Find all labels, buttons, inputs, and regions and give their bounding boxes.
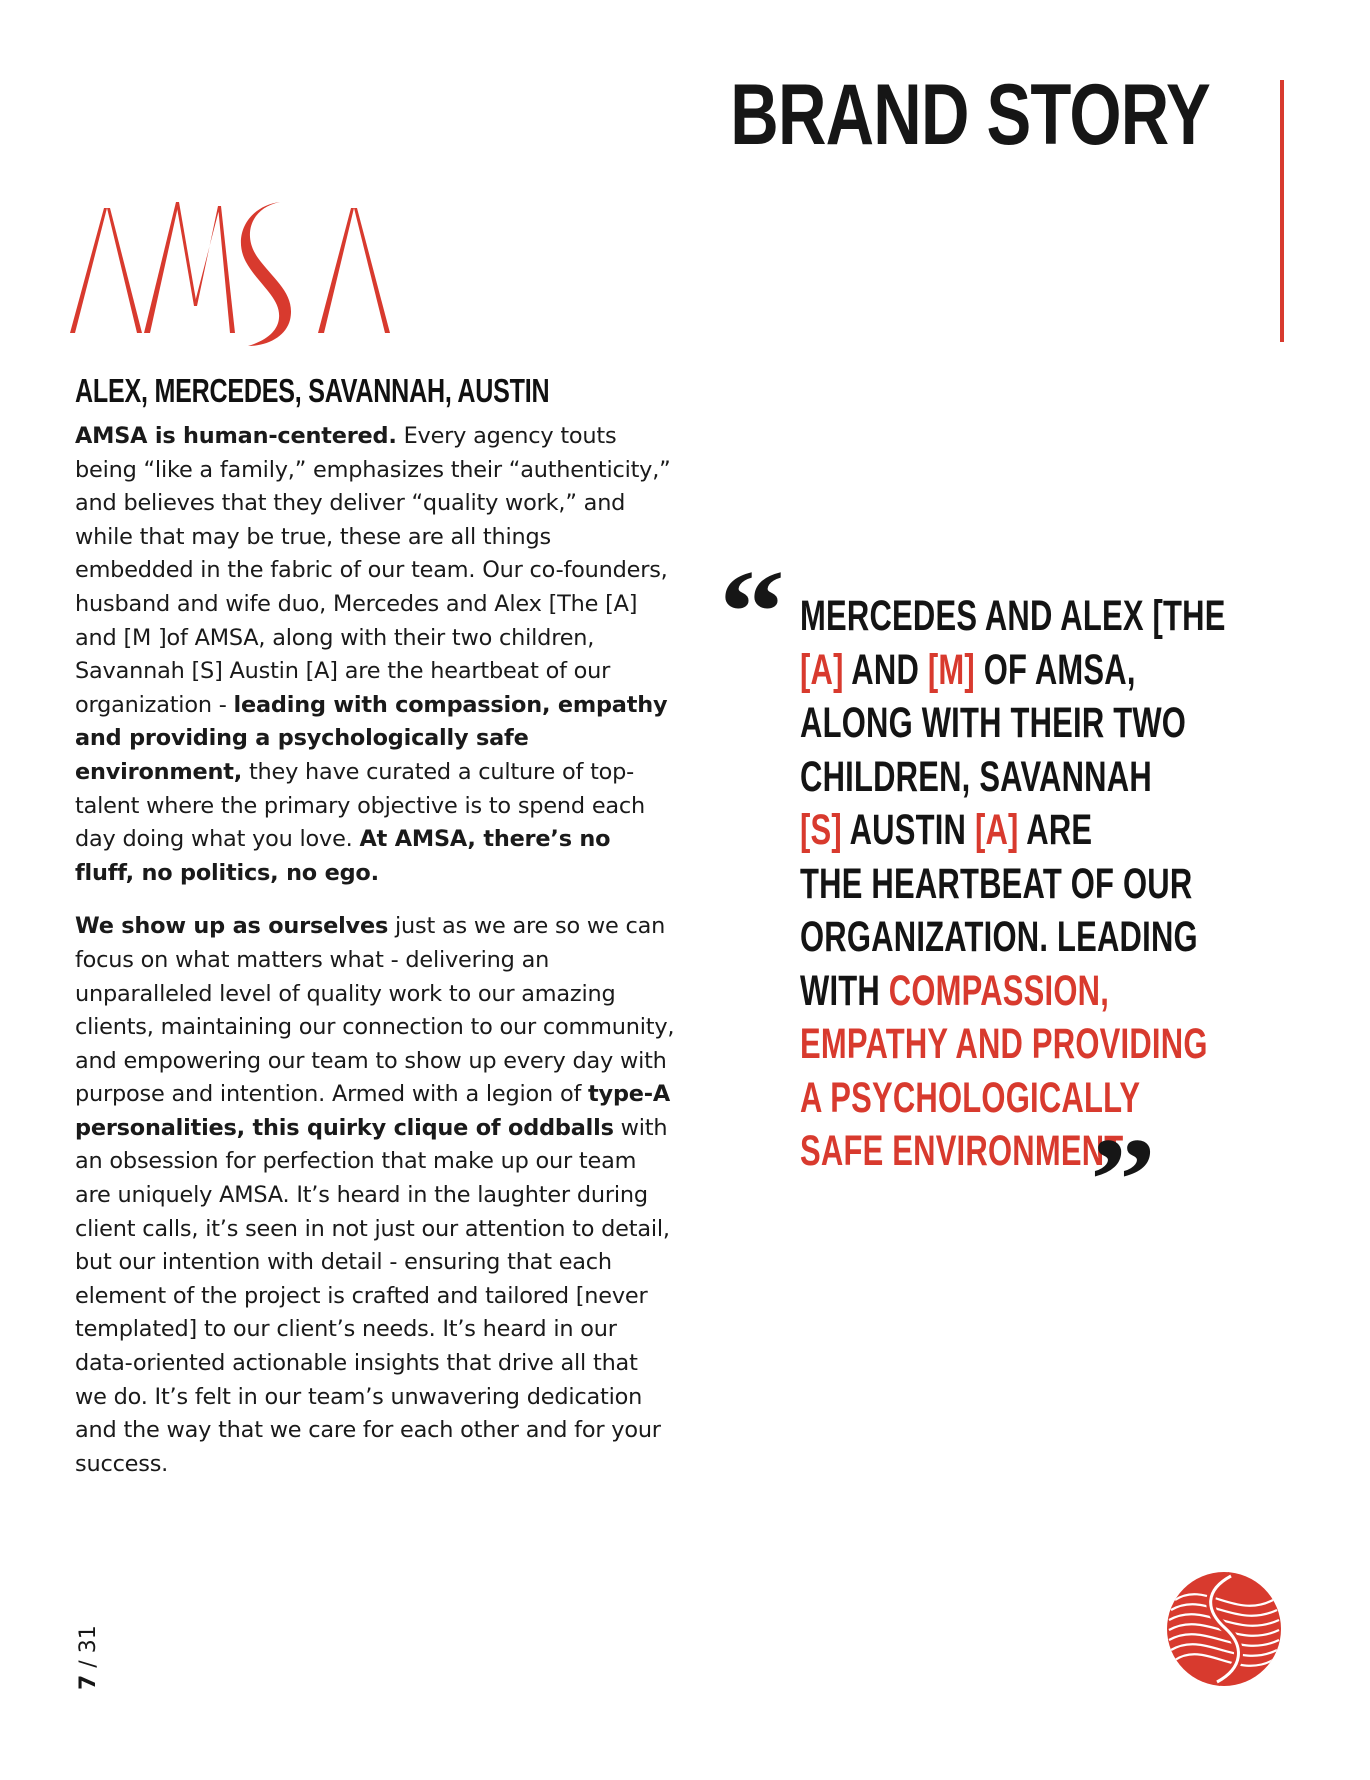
body-p2-bold-mid: type-A personalities, this quirky clique of oddballs [75, 1081, 670, 1141]
quote-highlight: COMPASSION, [888, 966, 1110, 1015]
quote-line-10: A PSYCHOLOGICALLY [800, 1073, 1141, 1122]
accent-vertical-rule [1280, 80, 1284, 342]
quote-line-6: THE HEARTBEAT OF OUR [800, 859, 1193, 908]
body-p2-bold-lead: We show up as ourselves [75, 913, 389, 940]
page-number [76, 1625, 101, 1690]
quote-line-1: MERCEDES AND ALEX [THE [800, 592, 1226, 640]
brand-story-body [75, 420, 675, 1501]
body-paragraph-2 [75, 910, 675, 1481]
quote-text: AND [843, 645, 928, 694]
wave-globe-emblem-icon [1165, 1570, 1283, 1692]
quote-line-5 [800, 804, 1138, 858]
body-p2-text-b: with an obsession for perfection that make up our team are uniquely AMSA. It’s heard in the laughter during client calls, it’s seen in not just our attention to detail, but our intention with detail - ensuring that each element of the project is crafted and tailored [never templated] to our client’s needs. It’s heard in our data-oriented actionable insights that drive all that we do. It’s felt in our team’s unwavering dedication and the way that we care for each other and for your success. [75, 1114, 670, 1477]
quote-highlight: [M] [927, 645, 975, 694]
quote-text: WITH [800, 966, 889, 1015]
quote-line-7: ORGANIZATION. LEADING [800, 913, 1198, 961]
body-p1-text-b: they have curated a culture of top-talent where the primary objective is to spend each day doing what you love. [75, 758, 646, 853]
quote-text: OF AMSA, [974, 645, 1136, 694]
open-quote-icon: “ [719, 545, 785, 678]
quote-highlight: [S] [800, 806, 842, 854]
page-separator: / [76, 1653, 101, 1675]
quote-line-9: EMPATHY AND PROVIDING [800, 1020, 1208, 1068]
quote-text: AUSTIN [841, 806, 975, 854]
body-p1-bold-mid: leading with compassion, empathy and providing a psychologically safe environment, [75, 691, 668, 785]
quote-highlight: [A] [800, 645, 844, 694]
quote-line-2 [800, 644, 1138, 698]
quote-highlight: [A] [974, 806, 1019, 854]
quote-line-11: SAFE ENVIRONMENT [800, 1127, 1124, 1175]
quote-line-3: ALONG WITH THEIR TWO [800, 699, 1187, 747]
close-quote-icon: ” [1090, 1113, 1156, 1246]
quote-line-8 [800, 965, 1138, 1019]
quote-line-4: CHILDREN, SAVANNAH [800, 752, 1152, 801]
body-p1-text-a: Every agency touts being “like a family,” emphasizes their “authenticity,” and believes that they deliver “quality work,” and while that may be true, these are all things embedded in the fabric of our team. Our co-founders, husband and wife duo, Mercedes and Alex [The [A] and [M ]of AMSA, along with their two children, Savannah [S] Austin [A] are the heartbeat of our organization - [75, 423, 671, 718]
quote-text: ARE [1018, 806, 1093, 854]
body-p1-bold-end: At AMSA, there’s no fluff, no politics, no ego. [75, 826, 611, 886]
page-title: BRAND STORY [730, 67, 1210, 163]
pull-quote [800, 590, 1270, 1179]
body-paragraph-1 [75, 420, 675, 890]
section-subtitle: ALEX, MERCEDES, SAVANNAH, AUSTIN [75, 372, 550, 409]
body-p2-text-a: just as we are so we can focus on what matters what - delivering an unparalleled level of quality work to our amazing clients, maintaining our connection to our community, and empowering our team to show up every day with purpose and intention. Armed with a legion of [75, 913, 675, 1108]
body-p1-bold-lead: AMSA is human-centered. [75, 423, 397, 449]
page-current: 7 [76, 1674, 101, 1690]
page-total: 31 [76, 1625, 101, 1654]
amsa-wordmark-logo [70, 198, 390, 354]
